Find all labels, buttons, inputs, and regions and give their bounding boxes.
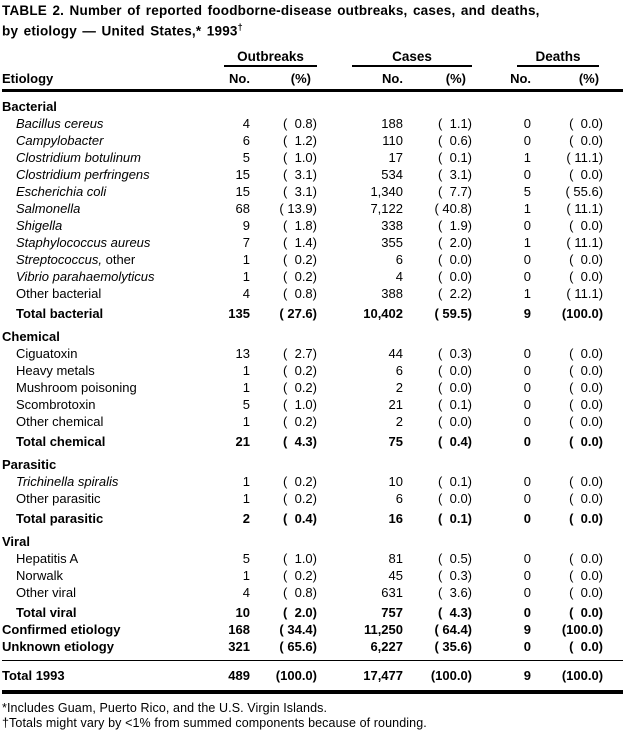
table-row <box>2 396 623 413</box>
deaths-no-cell: 0 <box>523 362 532 378</box>
outbreaks-no-cell: 1 <box>242 379 250 395</box>
label-text: Mushroom poisoning <box>16 379 137 395</box>
organism-name: Salmonella <box>16 200 81 216</box>
cases-no-cell: 2 <box>395 413 403 429</box>
cases-pct-cell: ( 3.6) <box>438 584 473 600</box>
deaths-no-cell: 0 <box>523 345 532 361</box>
cases-no-cell: 17 <box>388 149 403 165</box>
etiology-cell <box>2 234 214 251</box>
deaths-pct-cell: ( 0.0) <box>569 604 604 620</box>
label-text: Other bacterial <box>16 285 102 301</box>
etiology-cell <box>2 430 214 450</box>
organism-name: Shigella <box>16 217 63 233</box>
etiology-cell <box>2 507 214 527</box>
cases-no-header: No. <box>317 68 403 91</box>
deaths-pct-cell: ( 0.0) <box>569 584 604 600</box>
deaths-no-cell: 0 <box>523 584 532 600</box>
column-header-row <box>2 68 623 91</box>
label-text: Total 1993 <box>2 667 65 683</box>
outbreaks-pct-cell: ( 13.9) <box>279 200 317 216</box>
section-total-row <box>2 302 623 322</box>
outbreaks-no-cell: 4 <box>242 584 250 600</box>
outbreaks-pct-cell: ( 3.1) <box>283 183 317 199</box>
group-header-cases: Cases <box>317 49 472 68</box>
deaths-pct-cell: ( 0.0) <box>569 379 604 395</box>
cases-no-cell: 6 <box>395 362 403 378</box>
label-text: Total viral <box>16 604 77 620</box>
organism-name: Bacillus cereus <box>16 115 104 131</box>
etiology-cell <box>2 285 214 302</box>
deaths-pct-cell: ( 11.1) <box>566 149 604 165</box>
outbreaks-pct-cell: ( 0.2) <box>283 251 317 267</box>
cases-pct-cell: ( 0.4) <box>438 433 473 449</box>
outbreaks-pct-cell: ( 1.8) <box>283 217 317 233</box>
label-text: Scombrotoxin <box>16 396 96 412</box>
deaths-no-cell: 0 <box>523 217 532 233</box>
outbreaks-pct-cell: ( 0.8) <box>283 285 317 301</box>
table-row <box>2 132 623 149</box>
section-header-row <box>2 322 623 345</box>
cases-pct-cell: ( 0.3) <box>438 345 473 361</box>
etiology-cell <box>2 413 214 430</box>
section-total-row <box>2 507 623 527</box>
table-row <box>2 234 623 251</box>
deaths-pct-header: (%) <box>531 68 623 91</box>
etiology-cell <box>2 660 214 692</box>
deaths-no-cell: 0 <box>523 115 532 131</box>
outbreaks-pct-cell: ( 0.2) <box>283 567 317 583</box>
outbreaks-no-cell: 489 <box>214 660 250 692</box>
section-total-row <box>2 430 623 450</box>
cases-no-cell: 2 <box>395 379 403 395</box>
deaths-pct-cell: ( 0.0) <box>569 268 604 284</box>
dagger-footnote-marker: † <box>237 22 243 32</box>
deaths-no-cell: 0 <box>523 166 532 182</box>
cases-pct-cell: ( 7.7) <box>438 183 473 199</box>
cases-no-cell: 21 <box>388 396 403 412</box>
organism-name: Escherichia coli <box>16 183 107 199</box>
outbreaks-pct-cell: ( 4.3) <box>283 433 317 449</box>
table-row <box>2 268 623 285</box>
cases-pct-cell: ( 0.0) <box>438 490 473 506</box>
cases-pct-cell: ( 0.1) <box>438 149 473 165</box>
outbreaks-no-cell: 321 <box>228 638 250 654</box>
deaths-pct-cell: ( 0.0) <box>569 345 604 361</box>
label-text: Total chemical <box>16 433 106 449</box>
deaths-pct-cell: ( 11.1) <box>566 200 604 216</box>
cases-pct-cell: ( 0.5) <box>438 550 473 566</box>
cases-pct-cell: ( 64.4) <box>434 621 473 637</box>
section-header: Parasitic <box>2 456 57 472</box>
label-text: Other viral <box>16 584 76 600</box>
etiology-cell <box>2 601 214 621</box>
outbreaks-no-header: No. <box>214 68 250 91</box>
deaths-pct-cell: ( 0.0) <box>569 433 604 449</box>
deaths-no-cell: 1 <box>523 234 532 250</box>
outbreaks-pct-cell: ( 27.6) <box>279 305 317 321</box>
deaths-pct-cell: ( 0.0) <box>569 396 604 412</box>
deaths-no-cell: 9 <box>472 660 531 692</box>
deaths-no-cell: 9 <box>523 305 532 321</box>
organism-name: Campylobacter <box>16 132 104 148</box>
cases-no-cell: 757 <box>381 604 403 620</box>
section-header: Chemical <box>2 328 60 344</box>
outbreaks-no-cell: 15 <box>235 166 250 182</box>
organism-name: Clostridium perfringens <box>16 166 150 182</box>
table-title <box>2 3 623 40</box>
etiology-cell <box>2 132 214 149</box>
footnotes <box>2 701 623 731</box>
outbreaks-pct-cell: ( 0.2) <box>283 473 317 489</box>
deaths-pct-cell: ( 0.0) <box>569 473 604 489</box>
outbreaks-pct-cell: ( 0.2) <box>283 362 317 378</box>
outbreaks-pct-cell: ( 0.8) <box>283 584 317 600</box>
etiology-cell <box>2 166 214 183</box>
etiology-cell <box>2 379 214 396</box>
table-row <box>2 584 623 601</box>
table-row <box>2 490 623 507</box>
outbreaks-pct-cell: ( 0.8) <box>283 115 317 131</box>
table-row <box>2 379 623 396</box>
label-text: Ciguatoxin <box>16 345 78 361</box>
cases-pct-cell: ( 35.6) <box>434 638 473 654</box>
cases-pct-cell: ( 0.6) <box>438 132 473 148</box>
label-text: Hepatitis A <box>16 550 79 566</box>
table-row <box>2 149 623 166</box>
organism-name: Vibrio parahaemolyticus <box>16 268 155 284</box>
outbreaks-no-cell: 21 <box>235 433 250 449</box>
deaths-no-cell: 0 <box>523 379 532 395</box>
section-header: Viral <box>2 533 30 549</box>
deaths-no-cell: 0 <box>523 268 532 284</box>
deaths-no-cell: 0 <box>523 567 532 583</box>
cases-no-cell: 45 <box>388 567 403 583</box>
deaths-pct-cell: ( 0.0) <box>569 166 604 182</box>
outbreaks-pct-cell: ( 0.2) <box>283 413 317 429</box>
outbreaks-no-cell: 68 <box>235 200 250 216</box>
outbreaks-no-cell: 135 <box>228 305 250 321</box>
cases-pct-cell: ( 0.0) <box>438 251 473 267</box>
deaths-no-cell: 5 <box>523 183 532 199</box>
outbreaks-pct-cell: ( 3.1) <box>283 166 317 182</box>
deaths-no-cell: 1 <box>523 285 532 301</box>
table-row <box>2 200 623 217</box>
cases-pct-cell: ( 0.1) <box>438 473 473 489</box>
cases-pct-cell: ( 2.0) <box>438 234 473 250</box>
cases-pct-cell: ( 2.2) <box>438 285 473 301</box>
etiology-cell <box>2 149 214 166</box>
table-title-line2: by etiology — United States,* 1993† <box>2 22 243 39</box>
table-row <box>2 362 623 379</box>
cases-pct-cell: ( 40.8) <box>434 200 473 216</box>
cases-pct-cell: ( 1.1) <box>438 115 473 131</box>
deaths-pct-cell: ( 11.1) <box>566 234 604 250</box>
etiology-cell <box>2 621 214 638</box>
label-text: Total parasitic <box>16 510 104 526</box>
etiology-cell <box>2 345 214 362</box>
table-row <box>2 217 623 234</box>
cases-pct-cell: ( 59.5) <box>434 305 473 321</box>
outbreaks-no-cell: 13 <box>235 345 250 361</box>
cases-pct-cell: (100.0) <box>403 660 472 692</box>
cases-no-cell: 534 <box>381 166 403 182</box>
etiology-cell <box>2 217 214 234</box>
deaths-pct-cell: ( 0.0) <box>569 510 604 526</box>
outbreaks-pct-cell: ( 1.4) <box>283 234 317 250</box>
label-text: Confirmed etiology <box>2 621 121 637</box>
organism-name: Staphylococcus aureus <box>16 234 151 250</box>
cases-pct-cell: ( 0.1) <box>438 510 473 526</box>
outbreaks-pct-cell: ( 65.6) <box>279 638 317 654</box>
cases-no-cell: 1,340 <box>370 183 403 199</box>
group-header-outbreaks: Outbreaks <box>214 49 317 68</box>
summary-row <box>2 621 623 638</box>
group-header-deaths: Deaths <box>472 49 623 68</box>
etiology-cell <box>2 584 214 601</box>
deaths-pct-cell: (100.0) <box>531 660 623 692</box>
etiology-cell <box>2 567 214 584</box>
etiology-cell <box>2 396 214 413</box>
etiology-cell <box>2 490 214 507</box>
outbreaks-no-cell: 1 <box>242 567 250 583</box>
cases-pct-header: (%) <box>403 68 472 91</box>
etiology-cell <box>2 302 214 322</box>
cases-no-cell: 44 <box>388 345 403 361</box>
deaths-no-cell: 0 <box>523 510 532 526</box>
section-header-row <box>2 450 623 473</box>
cases-no-cell: 75 <box>388 433 403 449</box>
outbreaks-pct-cell: ( 1.0) <box>283 396 317 412</box>
etiology-cell <box>2 183 214 200</box>
outbreaks-no-cell: 5 <box>242 149 250 165</box>
table-row <box>2 473 623 490</box>
cases-no-cell: 81 <box>388 550 403 566</box>
deaths-pct-cell: ( 0.0) <box>569 115 604 131</box>
etiology-cell <box>2 550 214 567</box>
table-row <box>2 166 623 183</box>
table-row <box>2 413 623 430</box>
etiology-column-header: Etiology <box>2 68 214 91</box>
outbreaks-no-cell: 1 <box>242 473 250 489</box>
footnote-dagger: †Totals might vary by <1% from summed components because of rounding. <box>2 715 427 730</box>
deaths-no-cell: 0 <box>523 490 532 506</box>
deaths-no-cell: 9 <box>523 621 532 637</box>
outbreaks-no-cell: 2 <box>242 510 250 526</box>
outbreaks-no-cell: 1 <box>242 362 250 378</box>
grand-total-row <box>2 660 623 692</box>
deaths-pct-cell: ( 0.0) <box>569 132 604 148</box>
outbreaks-no-cell: 10 <box>235 604 250 620</box>
outbreaks-pct-cell: ( 1.2) <box>283 132 317 148</box>
etiology-cell <box>2 362 214 379</box>
deaths-no-cell: 0 <box>523 550 532 566</box>
outbreaks-pct-cell: (100.0) <box>250 660 317 692</box>
cases-no-cell: 7,122 <box>370 200 403 216</box>
label-text: Unknown etiology <box>2 638 114 654</box>
deaths-pct-cell: ( 0.0) <box>569 490 604 506</box>
deaths-no-cell: 1 <box>523 149 532 165</box>
organism-name: Clostridium botulinum <box>16 149 141 165</box>
cases-no-cell: 355 <box>381 234 403 250</box>
cases-no-cell: 631 <box>381 584 403 600</box>
cases-no-cell: 17,477 <box>317 660 403 692</box>
outbreaks-pct-cell: ( 0.2) <box>283 268 317 284</box>
outbreaks-no-cell: 9 <box>242 217 250 233</box>
deaths-pct-cell: ( 11.1) <box>566 285 604 301</box>
cases-no-cell: 338 <box>381 217 403 233</box>
outbreaks-pct-cell: ( 2.0) <box>283 604 317 620</box>
outbreaks-no-cell: 4 <box>242 115 250 131</box>
section-header-row <box>2 527 623 550</box>
table-row <box>2 345 623 362</box>
etiology-cell <box>2 638 214 661</box>
table-body <box>2 90 623 692</box>
group-header-spacer <box>2 49 214 68</box>
outbreaks-no-cell: 1 <box>242 413 250 429</box>
deaths-no-cell: 0 <box>523 413 532 429</box>
etiology-cell <box>2 268 214 285</box>
deaths-pct-cell: (100.0) <box>561 621 604 637</box>
deaths-no-cell: 0 <box>523 396 532 412</box>
cases-pct-cell: ( 0.0) <box>438 413 473 429</box>
deaths-pct-cell: ( 0.0) <box>569 638 604 654</box>
table-row <box>2 567 623 584</box>
cases-pct-cell: ( 0.0) <box>438 379 473 395</box>
organism-name: Trichinella spiralis <box>16 473 119 489</box>
cases-no-cell: 10 <box>388 473 403 489</box>
cases-pct-cell: ( 0.0) <box>438 268 473 284</box>
cases-no-cell: 6 <box>395 490 403 506</box>
cases-no-cell: 6,227 <box>370 638 403 654</box>
etiology-cell <box>2 473 214 490</box>
outbreaks-pct-cell: ( 0.2) <box>283 379 317 395</box>
deaths-no-cell: 1 <box>523 200 532 216</box>
deaths-no-cell: 0 <box>523 251 532 267</box>
deaths-pct-cell: ( 55.6) <box>565 183 604 199</box>
table-title-line1: TABLE 2. Number of reported foodborne-disease outbreaks, cases, and deaths, <box>2 3 540 18</box>
deaths-no-cell: 0 <box>523 433 532 449</box>
section-header-row <box>2 90 623 115</box>
etiology-table <box>2 49 623 694</box>
table-row <box>2 251 623 268</box>
deaths-pct-cell: ( 0.0) <box>569 362 604 378</box>
outbreaks-no-cell: 15 <box>235 183 250 199</box>
cases-no-cell: 6 <box>395 251 403 267</box>
table-row <box>2 115 623 132</box>
cases-pct-cell: ( 0.3) <box>438 567 473 583</box>
deaths-no-cell: 0 <box>523 638 532 654</box>
cases-pct-cell: ( 0.0) <box>438 362 473 378</box>
cases-no-cell: 188 <box>381 115 403 131</box>
outbreaks-pct-cell: ( 1.0) <box>283 149 317 165</box>
cases-no-cell: 16 <box>388 510 403 526</box>
outbreaks-pct-cell: ( 0.2) <box>283 490 317 506</box>
outbreaks-pct-cell: ( 0.4) <box>283 510 317 526</box>
outbreaks-pct-cell: ( 2.7) <box>283 345 317 361</box>
deaths-no-cell: 0 <box>523 473 532 489</box>
cases-no-cell: 388 <box>381 285 403 301</box>
label-text: Heavy metals <box>16 362 95 378</box>
deaths-pct-cell: ( 0.0) <box>569 251 604 267</box>
outbreaks-no-cell: 7 <box>242 234 250 250</box>
deaths-no-cell: 0 <box>523 604 532 620</box>
etiology-cell <box>2 115 214 132</box>
organism-name: Streptococcus, <box>16 251 102 267</box>
cases-pct-cell: ( 4.3) <box>438 604 473 620</box>
outbreaks-no-cell: 168 <box>228 621 250 637</box>
footnote-asterisk: *Includes Guam, Puerto Rico, and the U.S. Virgin Islands. <box>2 700 328 715</box>
table-row <box>2 183 623 200</box>
deaths-no-header: No. <box>472 68 531 91</box>
etiology-cell <box>2 251 214 268</box>
summary-row <box>2 638 623 661</box>
cases-pct-cell: ( 3.1) <box>438 166 473 182</box>
outbreaks-no-cell: 6 <box>242 132 250 148</box>
cases-no-cell: 4 <box>395 268 403 284</box>
label-text: Other parasitic <box>16 490 101 506</box>
table-row <box>2 285 623 302</box>
outbreaks-no-cell: 1 <box>242 490 250 506</box>
label-text: Norwalk <box>16 567 63 583</box>
cases-no-cell: 11,250 <box>363 621 403 637</box>
cases-no-cell: 110 <box>382 132 403 148</box>
cases-pct-cell: ( 1.9) <box>438 217 473 233</box>
outbreaks-no-cell: 5 <box>242 396 250 412</box>
outbreaks-no-cell: 1 <box>242 251 250 267</box>
section-header: Bacterial <box>2 98 57 114</box>
outbreaks-no-cell: 1 <box>242 268 250 284</box>
group-header-row <box>2 49 623 68</box>
cases-no-cell: 10,402 <box>363 305 403 321</box>
deaths-pct-cell: ( 0.0) <box>569 413 604 429</box>
label-text: other <box>102 251 136 267</box>
outbreaks-no-cell: 5 <box>242 550 250 566</box>
cases-pct-cell: ( 0.1) <box>438 396 473 412</box>
outbreaks-pct-cell: ( 34.4) <box>279 621 317 637</box>
outbreaks-no-cell: 4 <box>242 285 250 301</box>
etiology-cell <box>2 200 214 217</box>
deaths-no-cell: 0 <box>523 132 532 148</box>
deaths-pct-cell: ( 0.0) <box>569 550 604 566</box>
outbreaks-pct-cell: ( 1.0) <box>283 550 317 566</box>
deaths-pct-cell: (100.0) <box>561 305 604 321</box>
label-text: Total bacterial <box>16 305 104 321</box>
deaths-pct-cell: ( 0.0) <box>569 567 604 583</box>
deaths-pct-cell: ( 0.0) <box>569 217 604 233</box>
table-row <box>2 550 623 567</box>
section-total-row <box>2 601 623 621</box>
label-text: Other chemical <box>16 413 104 429</box>
outbreaks-pct-header: (%) <box>250 68 317 91</box>
